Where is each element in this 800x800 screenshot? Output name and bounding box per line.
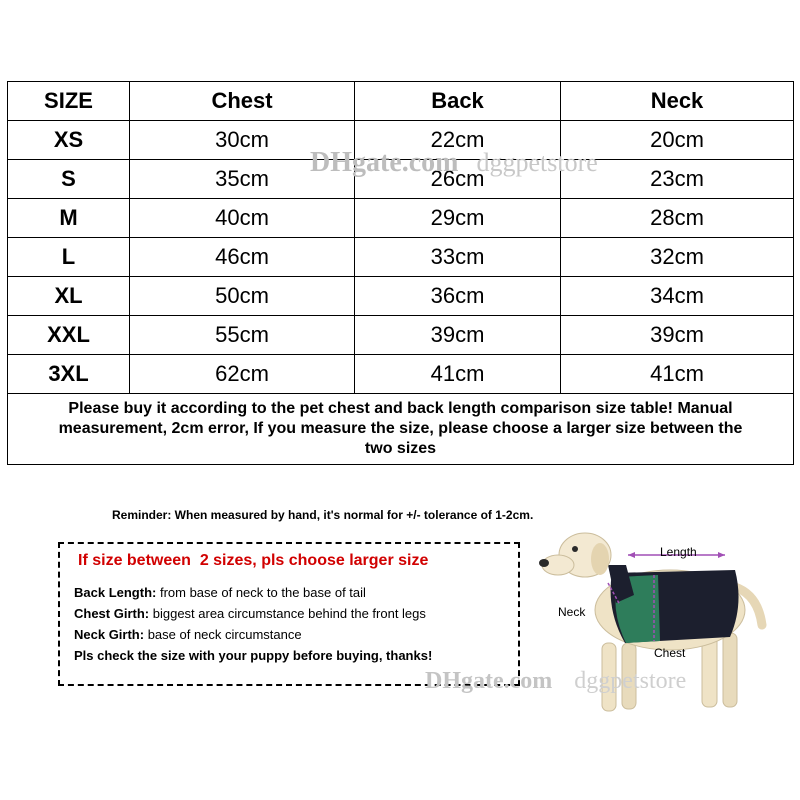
- table-row: [8, 316, 794, 355]
- dog-eye: [572, 546, 578, 552]
- neck-girth-text: base of neck circumstance: [144, 627, 302, 642]
- size-cell: XXL: [8, 316, 130, 355]
- back-cell: 36cm: [355, 277, 561, 316]
- size-cell: S: [8, 160, 130, 199]
- measurement-info-box: [58, 542, 520, 686]
- back-cell: 39cm: [355, 316, 561, 355]
- diagram-neck-label: Neck: [558, 605, 586, 619]
- chest-cell: 35cm: [130, 160, 355, 199]
- size-cell: M: [8, 199, 130, 238]
- size-cell: 3XL: [8, 355, 130, 394]
- size-chart-table: [7, 81, 794, 465]
- table-header-row: [8, 82, 794, 121]
- length-arrow-head-left: [628, 552, 635, 558]
- table-row: [8, 238, 794, 277]
- header-chest: Chest: [130, 82, 355, 121]
- chest-cell: 30cm: [130, 121, 355, 160]
- back-cell: 29cm: [355, 199, 561, 238]
- header-size: SIZE: [8, 82, 130, 121]
- back-cell: 33cm: [355, 238, 561, 277]
- diagram-chest-label: Chest: [654, 646, 686, 660]
- neck-cell: 28cm: [561, 199, 794, 238]
- neck-cell: 41cm: [561, 355, 794, 394]
- watermark-site: DHgate.com: [425, 668, 553, 694]
- table-row: [8, 121, 794, 160]
- table-row: [8, 199, 794, 238]
- chest-cell: 46cm: [130, 238, 355, 277]
- chest-cell: 40cm: [130, 199, 355, 238]
- watermark-store: dggpetstore: [574, 668, 687, 694]
- neck-cell: 39cm: [561, 316, 794, 355]
- dog-leg: [622, 643, 636, 709]
- size-cell: XL: [8, 277, 130, 316]
- chest-cell: 55cm: [130, 316, 355, 355]
- diagram-length-label: Length: [660, 545, 697, 559]
- table-row: [8, 355, 794, 394]
- watermark-site: DHgate.com: [310, 147, 459, 178]
- neck-girth-label: Neck Girth:: [74, 627, 145, 642]
- watermark-store: dggpetstore: [476, 148, 598, 177]
- chest-girth-label: Chest Girth:: [74, 606, 150, 621]
- dog-nose: [539, 559, 549, 567]
- dog-ear: [591, 543, 609, 575]
- back-cell: 22cm: [355, 121, 561, 160]
- length-arrow-head-right: [718, 552, 725, 558]
- back-length-label: Back Length:: [74, 585, 157, 600]
- back-length-line: [74, 585, 366, 600]
- chest-cell: 50cm: [130, 277, 355, 316]
- neck-cell: 32cm: [561, 238, 794, 277]
- back-cell: 41cm: [355, 355, 561, 394]
- neck-cell: 34cm: [561, 277, 794, 316]
- neck-cell: 23cm: [561, 160, 794, 199]
- back-length-text: from base of neck to the base of tail: [156, 585, 366, 600]
- size-cell: XS: [8, 121, 130, 160]
- check-size-line: Pls check the size with your puppy before buying, thanks!: [74, 648, 433, 663]
- header-back: Back: [355, 82, 561, 121]
- table-row: [8, 277, 794, 316]
- chest-girth-text: biggest area circumstance behind the front legs: [149, 606, 426, 621]
- table-note: Please buy it according to the pet chest and back length comparison size table! Manual measurement, 2cm error, If you measure the size, please choose a larger size between the two sizes: [8, 394, 794, 465]
- dog-leg: [602, 643, 616, 711]
- info-title: If size between 2 sizes, pls choose larger size: [78, 552, 429, 569]
- header-neck: Neck: [561, 82, 794, 121]
- size-cell: L: [8, 238, 130, 277]
- dog-leg: [723, 633, 737, 707]
- neck-cell: 20cm: [561, 121, 794, 160]
- chest-girth-line: [74, 606, 426, 621]
- neck-girth-line: [74, 627, 302, 642]
- table-row: [8, 160, 794, 199]
- table-note-row: [8, 394, 794, 465]
- reminder-text: Reminder: When measured by hand, it's normal for +/- tolerance of 1-2cm.: [112, 508, 534, 522]
- back-cell: 26cm: [355, 160, 561, 199]
- chest-cell: 62cm: [130, 355, 355, 394]
